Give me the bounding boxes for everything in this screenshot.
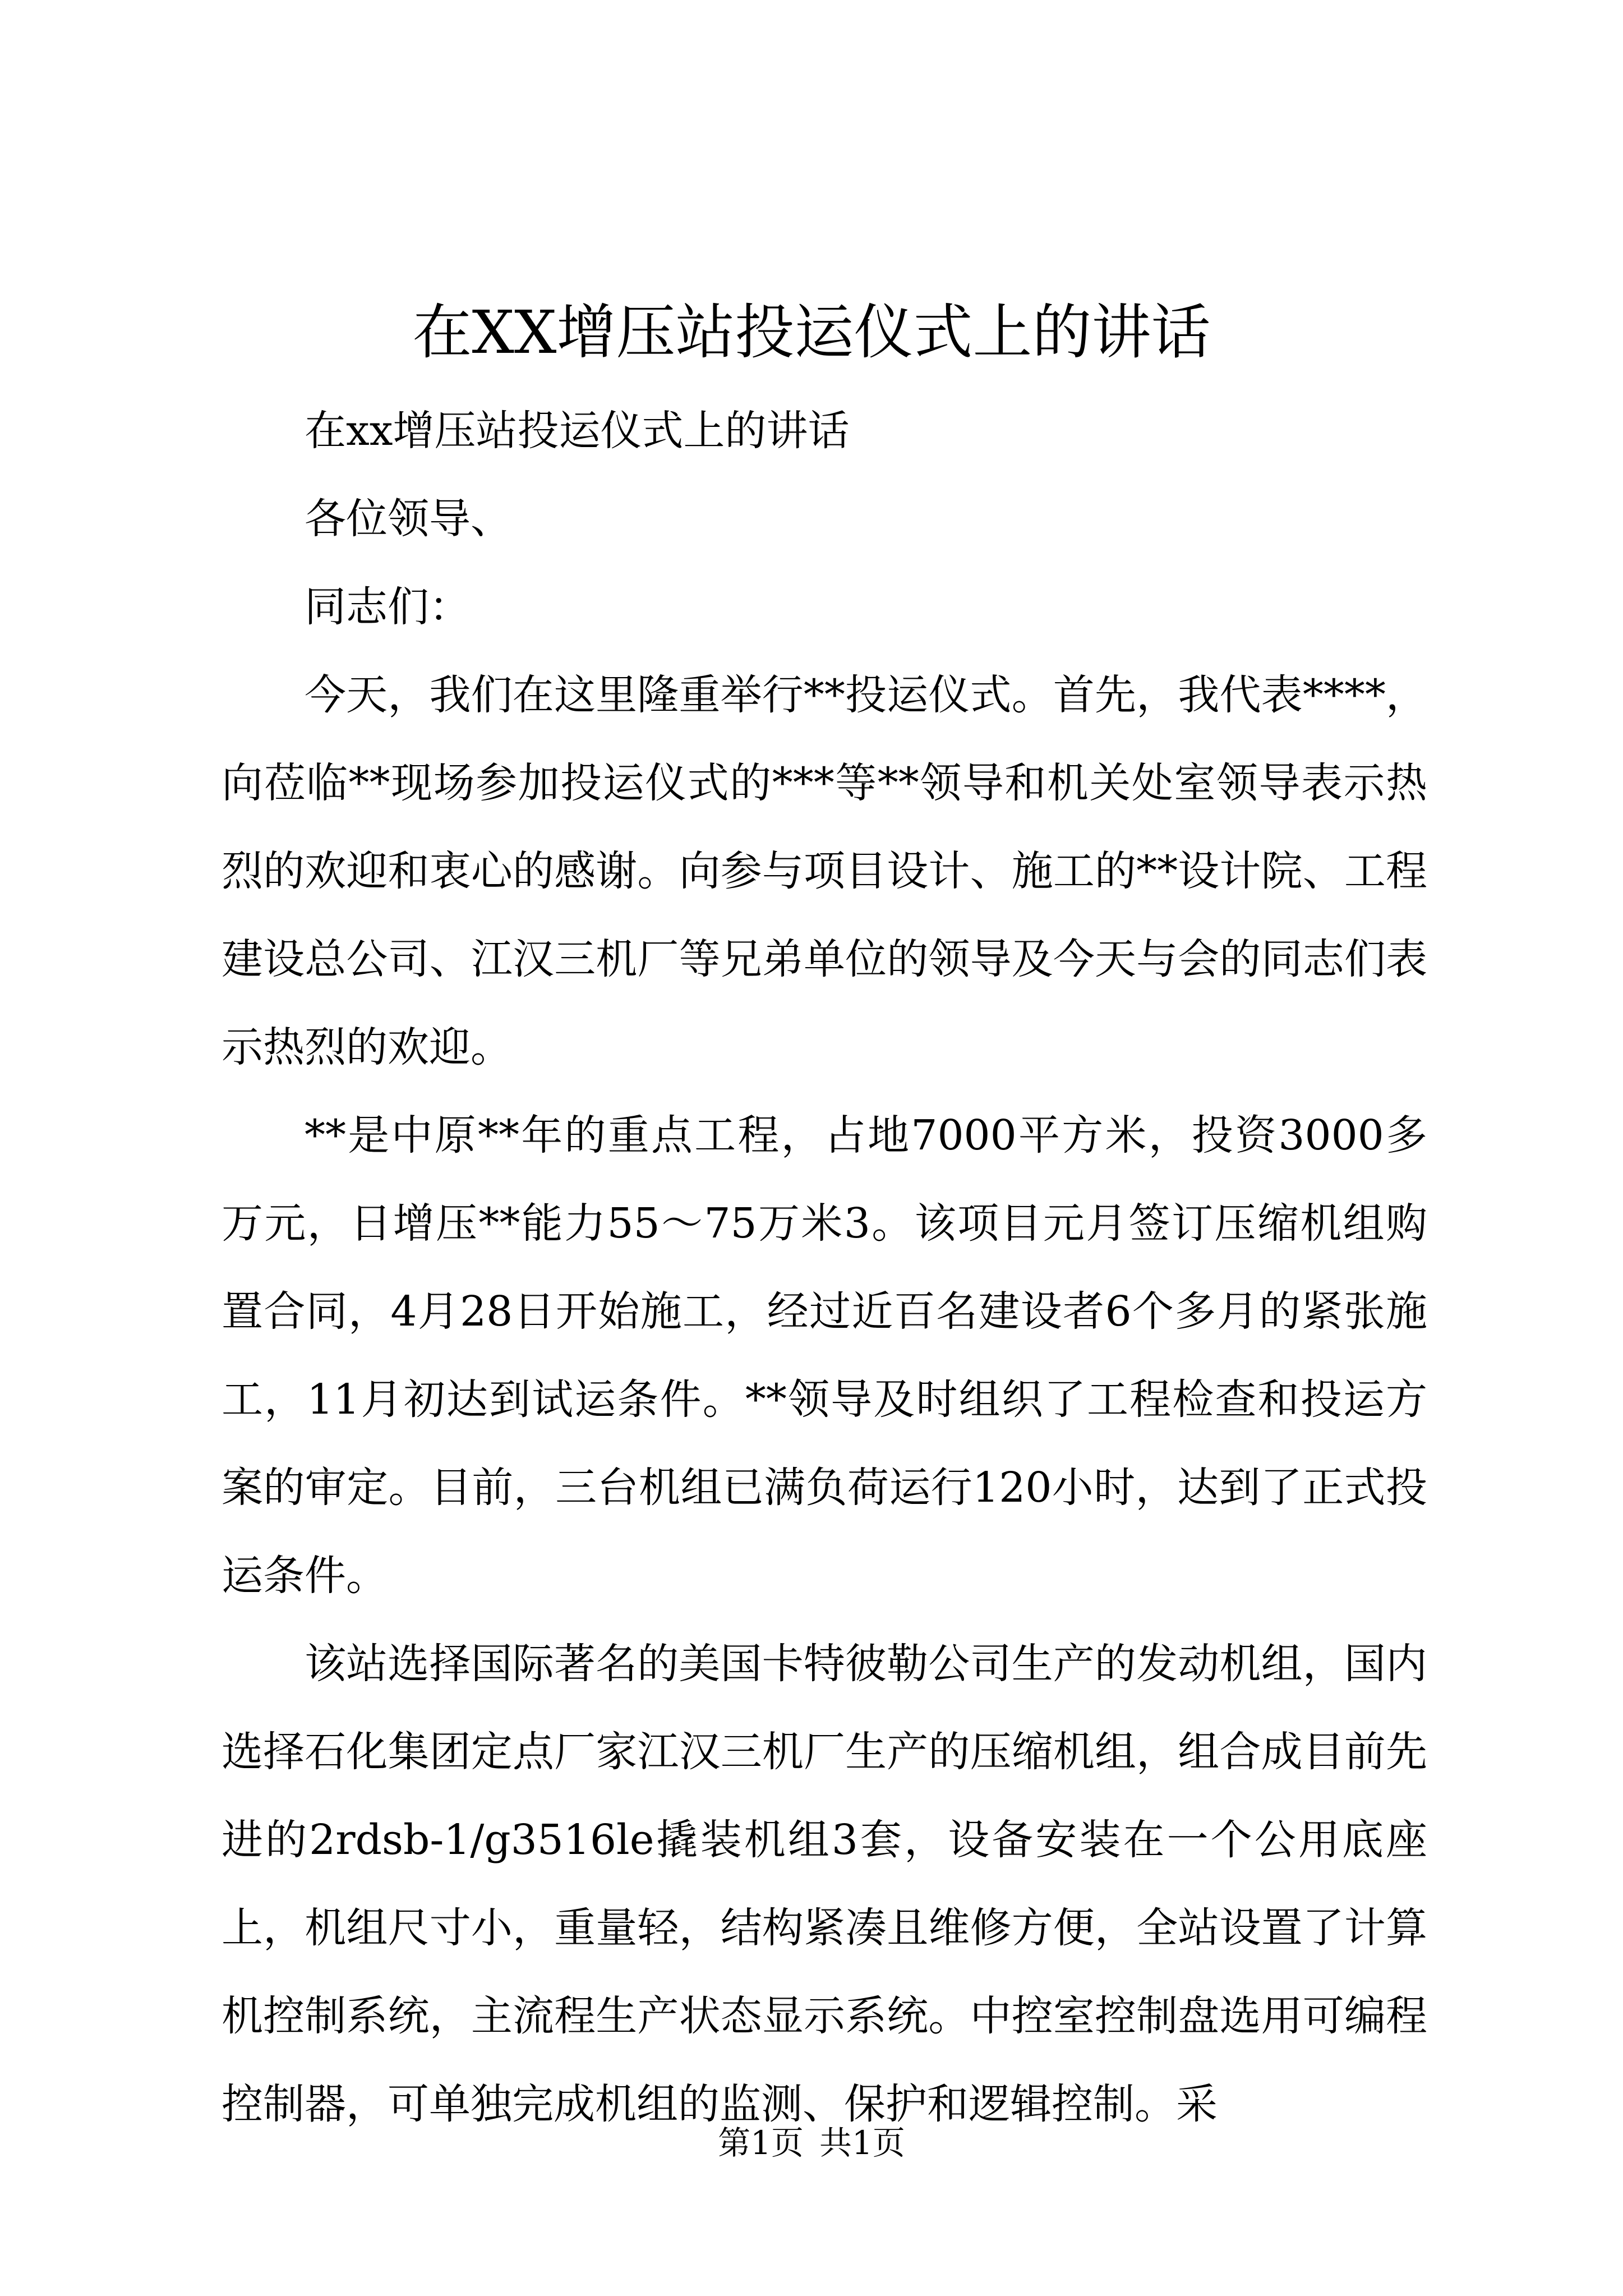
document-body — [222, 387, 1427, 2148]
salutation-line-1: 各位领导、 — [305, 495, 512, 543]
page-number-current: 第1页 — [718, 2124, 804, 2162]
body-paragraph-3: 该站选择国际著名的美国卡特彼勒公司生产的发动机组，国内选择石化集团定点厂家江汉三机厂生产的压缩机组，组合成目前先进的2rdsb-1/g3516le撬装机组3套，设备安装在一个公用底座上，机组尺寸小，重量轻，结构紧凑且维修方便，全站设置了计算机控制系统，主流程生产状态显示系统。中控室控制盘选用可编程控制器，可单独完成机组的监测、保护和逻辑控制。采 — [222, 1640, 1427, 2128]
body-paragraph-1: 今天，我们在这里隆重举行**投运仪式。首先，我代表****，向莅临**现场参加投运仪式的***等**领导和机关处室领导表示热烈的欢迎和衷心的感谢。向参与项目设计、施工的**设计院、工程建设总公司、江汉三机厂等兄弟单位的领导及今天与会的同志们表示热烈的欢迎。 — [222, 671, 1427, 1071]
subtitle-paragraph: 在xx增压站投运仪式上的讲话 — [305, 407, 850, 455]
salutation-line-2: 同志们： — [305, 583, 471, 631]
document-title: 在XX增压站投运仪式上的讲话 — [412, 298, 1211, 367]
page-number-total: 共1页 — [819, 2124, 905, 2162]
page-footer — [0, 2120, 1623, 2165]
body-paragraph-2: **是中原**年的重点工程，占地7000平方米，投资3000多万元，日增压**能力55～75万米3。该项目元月签订压缩机组购置合同，4月28日开始施工，经过近百名建设者6个多月的紧张施工，11月初达到试运条件。**领导及时组织了工程检查和投运方案的审定。目前，三台机组已满负荷运行120小时，达到了正式投运条件。 — [222, 1111, 1427, 1600]
